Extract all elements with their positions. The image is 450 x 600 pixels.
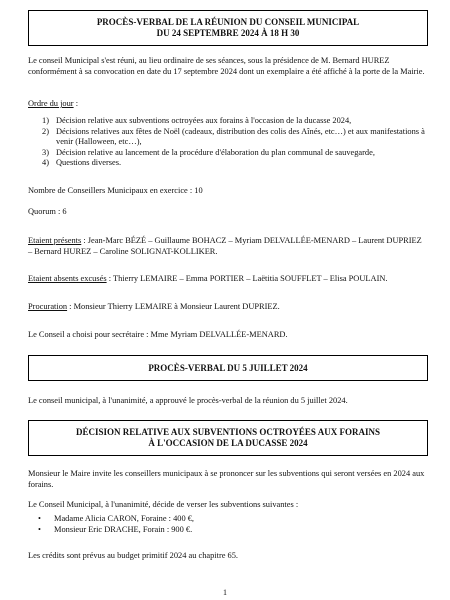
secretary: Le Conseil a choisi pour secrétaire : Mme Myriam DELVALLÉE-MENARD. [28, 330, 288, 339]
agenda-item [28, 158, 428, 169]
agenda-item-number: 3) [42, 147, 49, 157]
agenda-title: Ordre du jour [28, 99, 74, 108]
absent-label: Etaient absents excusés [28, 274, 107, 283]
subsidy-item [28, 513, 428, 524]
section-2-title-line-1: DÉCISION RELATIVE AUX SUBVENTIONS OCTROYÉES AUX FORAINS [76, 427, 380, 437]
absent-members [28, 274, 428, 285]
section-2-title-line-2: À L'OCCASION DE LA DUCASSE 2024 [148, 438, 308, 448]
agenda-item-text: Décision relative au lancement de la procédure d'élaboration du plan communal de sauvegarde, [56, 147, 375, 157]
present-names: : Jean-Marc BÉZÉ – Guillaume BOHACZ – Myriam DELVALLÉE-MENARD – Laurent DUPRIEZ – Bernard HUREZ – Caroline SOLIGNAT-KOLLIKER. [28, 236, 422, 256]
agenda-item-number: 2) [42, 126, 49, 136]
section-2-paragraph-1: Monsieur le Maire invite les conseillers municipaux à se prononcer sur les subventions qui seront versées en 2024 aux forains. [28, 469, 425, 489]
agenda-item-text: Décision relative aux subventions octroyées aux forains à l'occasion de la ducasse 2024, [56, 116, 352, 125]
agenda-item [28, 116, 428, 127]
subsidy-item [28, 524, 428, 535]
section-1-text: Le conseil municipal, à l'unanimité, a approuvé le procès-verbal de la réunion du 5 juillet 2024. [28, 396, 348, 405]
agenda-item [28, 148, 428, 159]
absent-names: : Thierry LEMAIRE – Emma PORTIER – Laëtitia SOUFFLET – Elisa POULAIN. [106, 274, 388, 283]
agenda-item-number: 4) [42, 158, 49, 167]
agenda-title-suffix: : [73, 99, 79, 108]
agenda-list [28, 116, 428, 169]
bullet-glyph: • [38, 525, 41, 534]
section-1-heading-box [28, 355, 428, 381]
subsidy-item-text: Madame Alicia CARON, Foraine : 400 €, [54, 514, 195, 523]
agenda-item-text: Décisions relatives aux fêtes de Noël (cadeaux, distribution des colis des Aînés, etc…) et aux manifestations à venir (Halloween, etc…), [56, 126, 425, 146]
section-2-heading-box [28, 420, 428, 456]
section-2-paragraph-2: Le Conseil Municipal, à l'unanimité, décide de verser les subventions suivantes : [28, 500, 299, 509]
proxy [28, 302, 428, 313]
title-box [28, 10, 428, 46]
agenda-heading [28, 99, 428, 110]
agenda-item-text: Questions diverses. [56, 158, 122, 167]
section-1-title: PROCÈS-VERBAL DU 5 JUILLET 2024 [148, 362, 308, 373]
bullet-glyph: • [38, 514, 41, 523]
proxy-text: : Monsieur Thierry LEMAIRE à Monsieur Laurent DUPRIEZ. [67, 302, 280, 311]
intro-paragraph: Le conseil Municipal s'est réuni, au lieu ordinaire de ses séances, sous la présidence de M. Bernard HUREZ conformément à sa convocation en date du 17 septembre 2024 dont un exemplaire a été affiché à la porte de la Mairie. [28, 56, 425, 76]
subsidy-item-text: Monsieur Eric DRACHE, Forain : 900 €. [54, 525, 193, 534]
councillors-count: Nombre de Conseillers Municipaux en exercice : 10 [28, 186, 203, 195]
agenda-item [28, 127, 428, 148]
title-line-1: PROCÈS-VERBAL DE LA RÉUNION DU CONSEIL MUNICIPAL [96, 17, 360, 27]
title-line-2: DU 24 SEPTEMBRE 2024 À 18 H 30 [156, 28, 300, 38]
present-label: Etaient présents [28, 236, 82, 245]
page-number: 1 [223, 588, 227, 597]
agenda-item-number: 1) [42, 116, 49, 125]
proxy-label: Procuration [28, 302, 68, 311]
quorum: Quorum : 6 [28, 207, 67, 216]
subsidy-list [28, 513, 428, 535]
present-members [28, 236, 428, 257]
section-2-paragraph-3: Les crédits sont prévus au budget primitif 2024 au chapitre 65. [28, 551, 239, 560]
